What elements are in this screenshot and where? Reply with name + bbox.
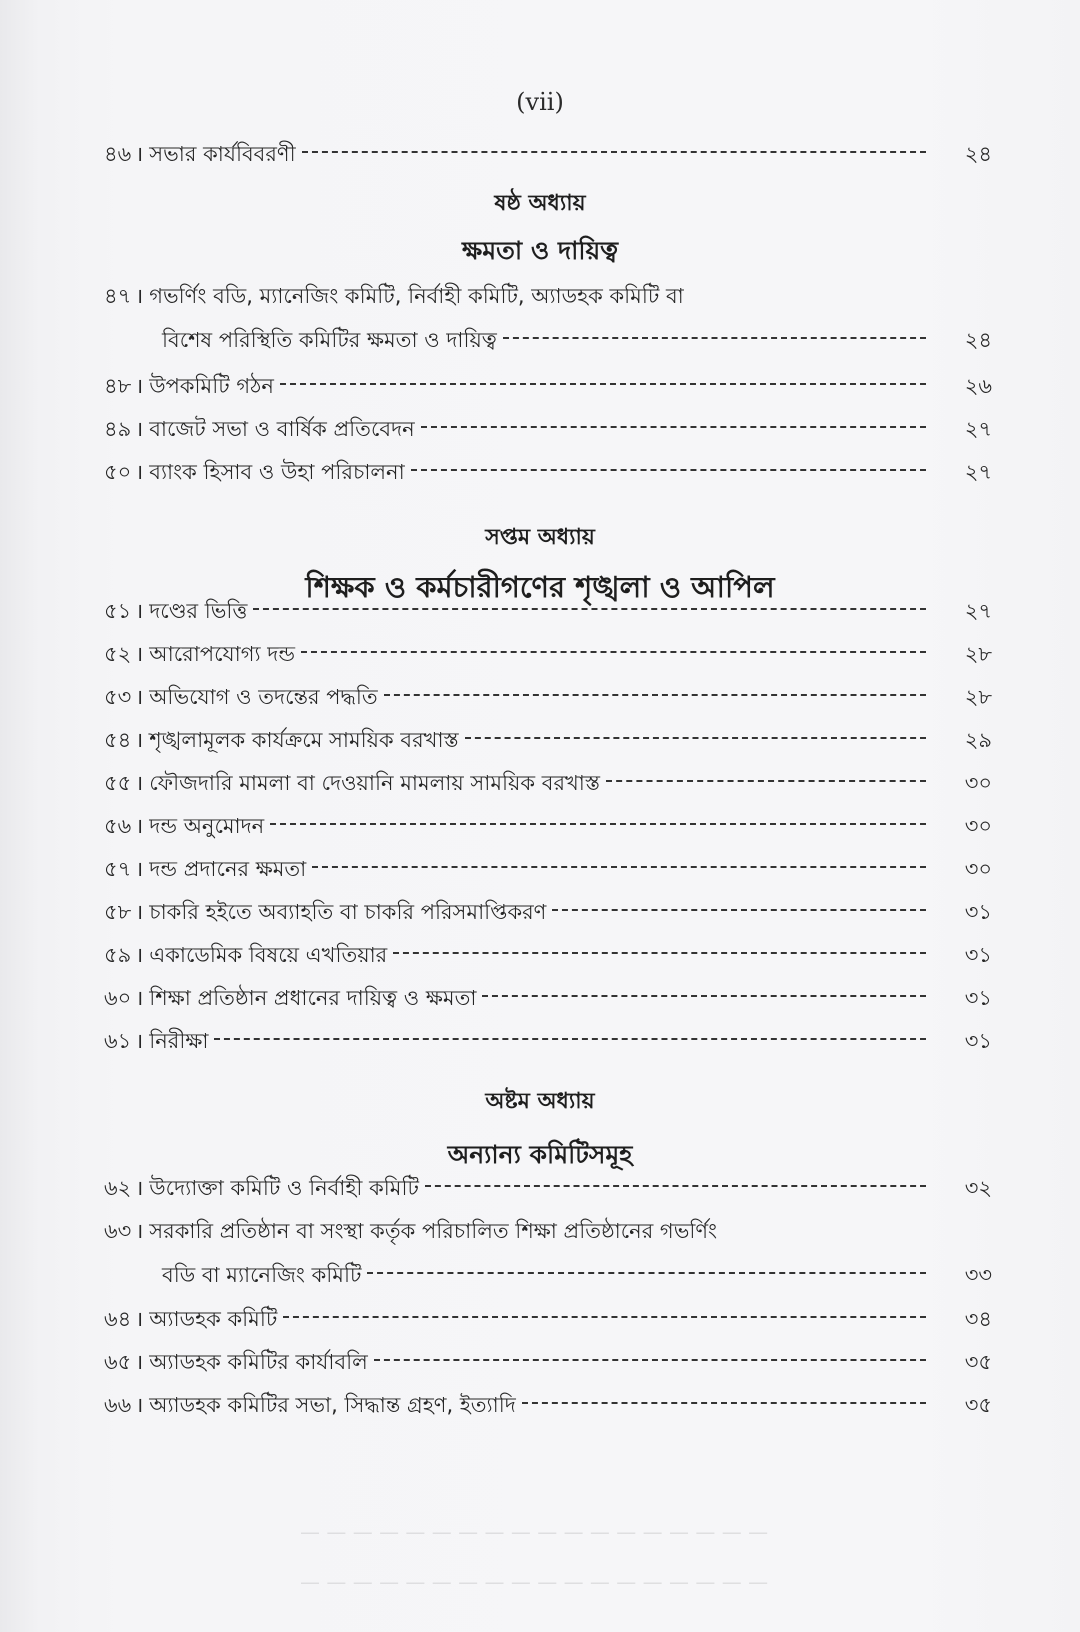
dot-leader: [421, 426, 926, 428]
entry-separator: ।: [135, 417, 144, 441]
chapter-label: ষষ্ঠ অধ্যায়: [494, 191, 586, 216]
entry-title: শিক্ষা প্রতিষ্ঠান প্রধানের দায়িত্ব ও ক্ষমতা: [149, 986, 477, 1010]
entry-separator: ।: [135, 1029, 144, 1053]
entry-title: নিরীক্ষা: [149, 1029, 209, 1053]
dot-leader: [465, 737, 926, 739]
entry-title-continued: বডি বা ম্যানেজিং কমিটি: [162, 1263, 362, 1287]
dot-leader: [425, 1185, 926, 1187]
entry-page: ২৭: [964, 460, 992, 484]
toc-entry: [104, 1172, 992, 1216]
dot-leader: [552, 909, 926, 911]
dot-leader: [374, 1359, 926, 1361]
toc-entry: [104, 724, 992, 768]
entry-title: অ্যাডহক কমিটির সভা, সিদ্ধান্ত গ্রহণ, ইত্যাদি: [149, 1393, 516, 1417]
entry-page: ২৪: [964, 142, 992, 166]
entry-page: ২৭: [964, 417, 992, 441]
entry-title: দণ্ডের ভিত্তি: [149, 599, 248, 623]
entry-number: ৪৮: [104, 374, 132, 398]
entry-separator: ।: [135, 986, 144, 1010]
toc-entry: [104, 681, 992, 725]
entry-title-continued: বিশেষ পরিস্থিতি কমিটির ক্ষমতা ও দায়িত্ব: [162, 328, 497, 352]
dot-leader: [301, 651, 926, 653]
entry-title: একাডেমিক বিষয়ে এখতিয়ার: [149, 943, 388, 967]
entry-title: আরোপযোগ্য দন্ড: [149, 642, 296, 666]
entry-separator: ।: [135, 943, 144, 967]
entry-page: ৩০: [964, 771, 992, 795]
entry-page: ৩৪: [964, 1307, 992, 1331]
page-number: (vii): [516, 88, 564, 116]
entry-title: দন্ড প্রদানের ক্ষমতা: [149, 857, 307, 881]
entry-number: ৫৫: [104, 771, 132, 795]
entry-number: ৫৭: [104, 857, 132, 881]
toc-entry: [104, 1346, 992, 1390]
entry-page: ২৭: [964, 599, 992, 623]
entry-separator: ।: [135, 857, 144, 881]
entry-separator: ।: [135, 685, 144, 709]
entry-title: ব্যাংক হিসাব ও উহা পরিচালনা: [149, 460, 405, 484]
toc-entry: [104, 1303, 992, 1347]
entry-number: ৪৭: [104, 284, 132, 308]
entry-separator: ।: [135, 1393, 144, 1417]
toc-entry: [104, 982, 992, 1026]
entry-number: ৪৬: [104, 142, 132, 166]
dot-leader: [302, 151, 926, 153]
toc-entry: [104, 853, 992, 897]
dot-leader: [280, 383, 926, 385]
entry-number: ৬৩: [104, 1219, 132, 1243]
dot-leader: [606, 780, 926, 782]
entry-number: ৫৮: [104, 900, 132, 924]
chapter-heading: [0, 1084, 1080, 1178]
toc-entry: [104, 370, 992, 414]
entry-separator: ।: [135, 814, 144, 838]
entry-title: অ্যাডহক কমিটি: [149, 1307, 278, 1331]
dot-leader: [522, 1402, 926, 1404]
entry-page: ২৪: [964, 328, 992, 352]
entry-number: ৬১: [104, 1029, 132, 1053]
dot-leader: [283, 1316, 926, 1318]
entry-page: ৩১: [964, 986, 992, 1010]
entry-page: ২৬: [964, 374, 992, 398]
entry-title: চাকরি হইতে অব্যাহতি বা চাকরি পরিসমাপ্তিকরণ: [149, 900, 547, 924]
entry-title: অ্যাডহক কমিটির কার্যাবলি: [149, 1350, 368, 1374]
entry-number: ৫৯: [104, 943, 132, 967]
entry-number: ৫২: [104, 642, 132, 666]
entry-page: ৩০: [964, 814, 992, 838]
entry-title: অভিযোগ ও তদন্তের পদ্ধতি: [149, 685, 378, 709]
toc-entry: [104, 638, 992, 682]
toc-entry: [104, 1215, 992, 1303]
dot-leader: [253, 608, 926, 610]
chapter-label: অষ্টম অধ্যায়: [485, 1089, 595, 1114]
entry-page: ২৮: [964, 685, 992, 709]
chapter-heading: [0, 186, 1080, 274]
entry-title: সভার কার্যবিবরণী: [149, 142, 296, 166]
entry-page: ৩১: [964, 1029, 992, 1053]
entry-title: শৃঙ্খলামূলক কার্যক্রমে সাময়িক বরখাস্ত: [149, 728, 459, 752]
dot-leader: [384, 694, 926, 696]
chapter-label: সপ্তম অধ্যায়: [485, 525, 595, 550]
entry-separator: ।: [135, 599, 144, 623]
entry-page: ৩১: [964, 943, 992, 967]
entry-separator: ।: [135, 1350, 144, 1374]
entry-separator: ।: [135, 1307, 144, 1331]
entry-title: দন্ড অনুমোদন: [149, 814, 265, 838]
bleed-through-text: — — — — — — — — — — — — — — — — — —: [300, 1570, 769, 1594]
entry-number: ৬৪: [104, 1307, 132, 1331]
chapter-title: ক্ষমতা ও দায়িত্ব: [462, 236, 618, 265]
entry-number: ৫০: [104, 460, 132, 484]
chapter-title: শিক্ষক ও কর্মচারীগণের শৃঙ্খলা ও আপিল: [305, 570, 775, 604]
entry-page: ৩৩: [964, 1263, 992, 1287]
toc-entry: [104, 896, 992, 940]
toc-entry: [104, 456, 992, 500]
entry-title: উদ্যোক্তা কমিটি ও নির্বাহী কমিটি: [149, 1176, 419, 1200]
entry-separator: ।: [135, 771, 144, 795]
entry-title: ফৌজদারি মামলা বা দেওয়ানি মামলায় সাময়িক বরখাস্ত: [149, 771, 601, 795]
entry-title: গভর্ণিং বডি, ম্যানেজিং কমিটি, নির্বাহী কমিটি, অ্যাডহক কমিটি বা: [149, 284, 684, 308]
entry-number: ৬৬: [104, 1393, 132, 1417]
entry-page: ২৮: [964, 642, 992, 666]
entry-number: ৪৯: [104, 417, 132, 441]
entry-page: ৩০: [964, 857, 992, 881]
toc-entry: [104, 280, 992, 368]
dot-leader: [393, 952, 926, 954]
toc-entry: [104, 1025, 992, 1069]
entry-title: উপকমিটি গঠন: [149, 374, 274, 398]
dot-leader: [367, 1272, 926, 1274]
entry-page: ২৯: [964, 728, 992, 752]
entry-number: ৫১: [104, 599, 132, 623]
entry-page: ৩২: [964, 1176, 992, 1200]
entry-page: ৩১: [964, 900, 992, 924]
entry-separator: ।: [135, 1176, 144, 1200]
dot-leader: [270, 823, 926, 825]
entry-separator: ।: [135, 374, 144, 398]
dot-leader: [503, 337, 926, 339]
entry-number: ৫৬: [104, 814, 132, 838]
toc-entry: [104, 413, 992, 457]
chapter-title: অন্যান্য কমিটিসমূহ: [447, 1140, 633, 1169]
entry-title: সরকারি প্রতিষ্ঠান বা সংস্থা কর্তৃক পরিচালিত শিক্ষা প্রতিষ্ঠানের গভর্ণিং: [149, 1219, 718, 1243]
toc-entry: [104, 138, 992, 182]
entry-number: ৬০: [104, 986, 132, 1010]
entry-separator: ।: [135, 460, 144, 484]
entry-separator: ।: [135, 1219, 144, 1243]
entry-page: ৩৫: [964, 1393, 992, 1417]
entry-number: ৬৫: [104, 1350, 132, 1374]
toc-entry: [104, 595, 992, 639]
entry-separator: ।: [135, 900, 144, 924]
entry-separator: ।: [135, 642, 144, 666]
entry-number: ৫৪: [104, 728, 132, 752]
toc-entry: [104, 810, 992, 854]
bleed-through-text: — — — — — — — — — — — — — — — — — —: [300, 1520, 769, 1544]
dot-leader: [482, 995, 926, 997]
toc-entry: [104, 767, 992, 811]
toc-entry: [104, 939, 992, 983]
dot-leader: [312, 866, 926, 868]
entry-title: বাজেট সভা ও বার্ষিক প্রতিবেদন: [149, 417, 415, 441]
entry-page: ৩৫: [964, 1350, 992, 1374]
entry-number: ৫৩: [104, 685, 132, 709]
entry-number: ৬২: [104, 1176, 132, 1200]
toc-entry: [104, 1389, 992, 1433]
dot-leader: [411, 469, 926, 471]
entry-separator: ।: [135, 284, 144, 308]
entry-separator: ।: [135, 142, 144, 166]
entry-separator: ।: [135, 728, 144, 752]
dot-leader: [214, 1038, 926, 1040]
